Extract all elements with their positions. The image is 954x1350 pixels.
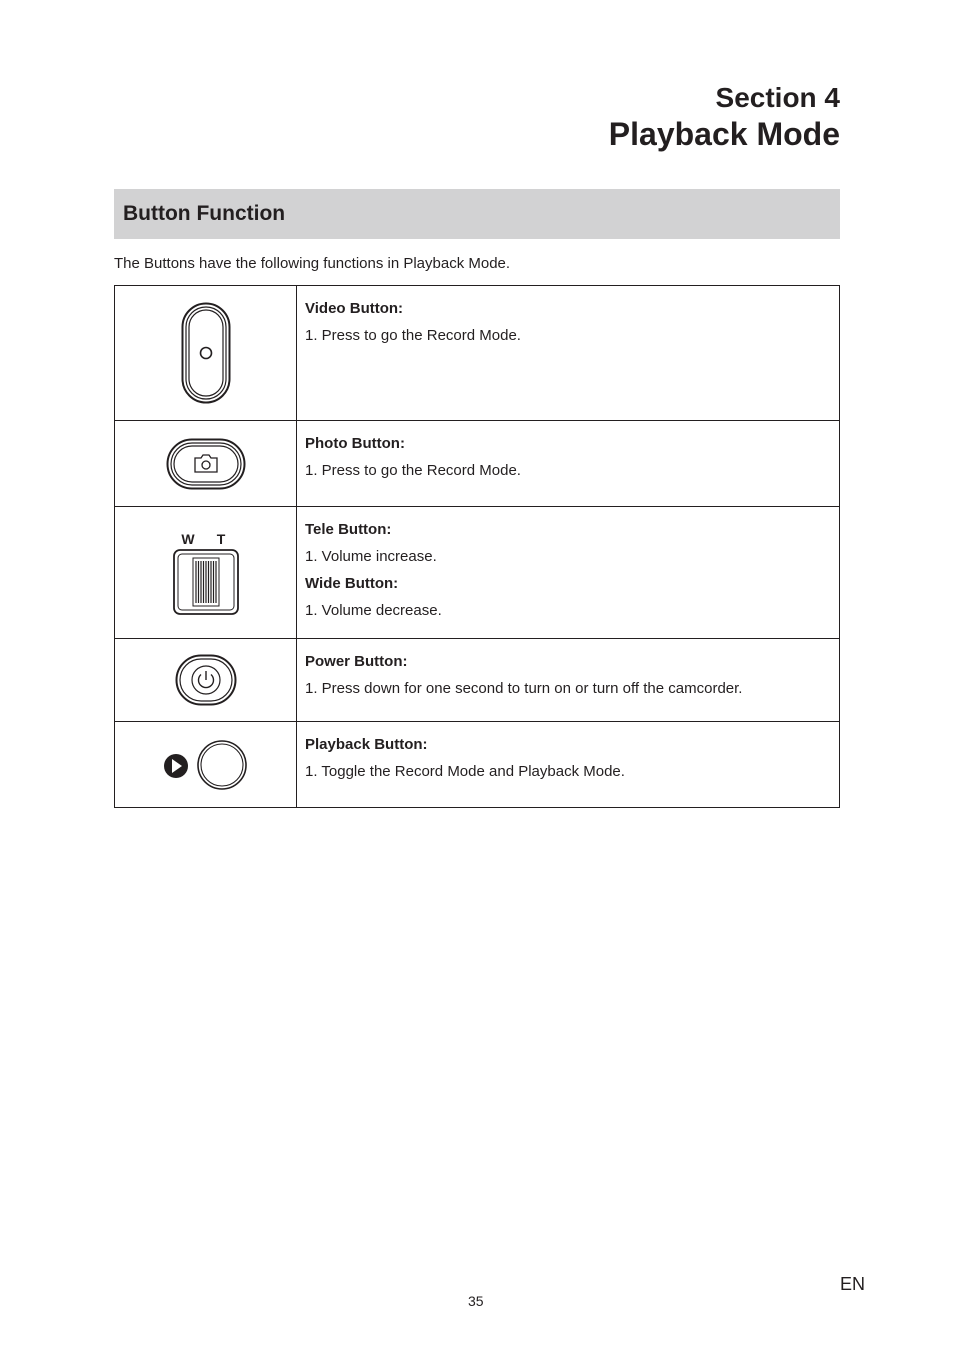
table-row	[115, 286, 840, 421]
icon-cell	[115, 507, 297, 639]
button-function-table	[114, 285, 840, 808]
list-item: 1. Volume decrease.	[305, 602, 442, 619]
tele-label: T	[216, 530, 225, 547]
table-row	[115, 507, 840, 639]
table-row	[115, 421, 840, 507]
page-number: 35	[468, 1293, 484, 1309]
zoom-lever-icon	[171, 530, 241, 616]
list-item: 1. Press down for one second to turn on or turn off the camcorder.	[305, 680, 743, 697]
button-name: Wide Button:	[305, 575, 399, 592]
video-button-icon	[181, 302, 231, 404]
language-label: EN	[840, 1274, 866, 1294]
section-bar	[114, 189, 840, 239]
photo-button-icon	[166, 438, 246, 490]
section-bar-title: Button Function	[123, 202, 286, 225]
icon-cell	[115, 722, 297, 808]
button-name: Tele Button:	[305, 521, 392, 538]
description-cell	[297, 286, 840, 421]
description-cell	[297, 639, 840, 722]
icon-cell	[115, 421, 297, 507]
list-item: 1. Volume increase.	[305, 548, 437, 565]
list-item: 1. Press to go the Record Mode.	[305, 462, 521, 479]
wide-label: W	[180, 530, 195, 547]
power-button-icon	[175, 654, 237, 706]
playback-button-icon	[164, 739, 248, 791]
icon-cell	[115, 286, 297, 421]
description-cell	[297, 421, 840, 507]
button-name: Video Button:	[305, 300, 404, 317]
list-item: 1. Toggle the Record Mode and Playback Mode.	[305, 763, 625, 780]
section-heading	[609, 84, 840, 150]
table-row	[115, 639, 840, 722]
list-item: 1. Press to go the Record Mode.	[305, 327, 521, 344]
button-name: Playback Button:	[305, 736, 428, 753]
description-cell	[297, 722, 840, 808]
section-name: Playback Mode	[608, 116, 840, 152]
icon-cell	[115, 639, 297, 722]
table-row	[115, 722, 840, 808]
button-name: Photo Button:	[305, 435, 405, 452]
button-name: Power Button:	[305, 653, 408, 670]
section-number: Section 4	[715, 82, 840, 113]
intro-text: The Buttons have the following functions in Playback Mode.	[114, 255, 511, 272]
description-cell	[297, 507, 840, 639]
